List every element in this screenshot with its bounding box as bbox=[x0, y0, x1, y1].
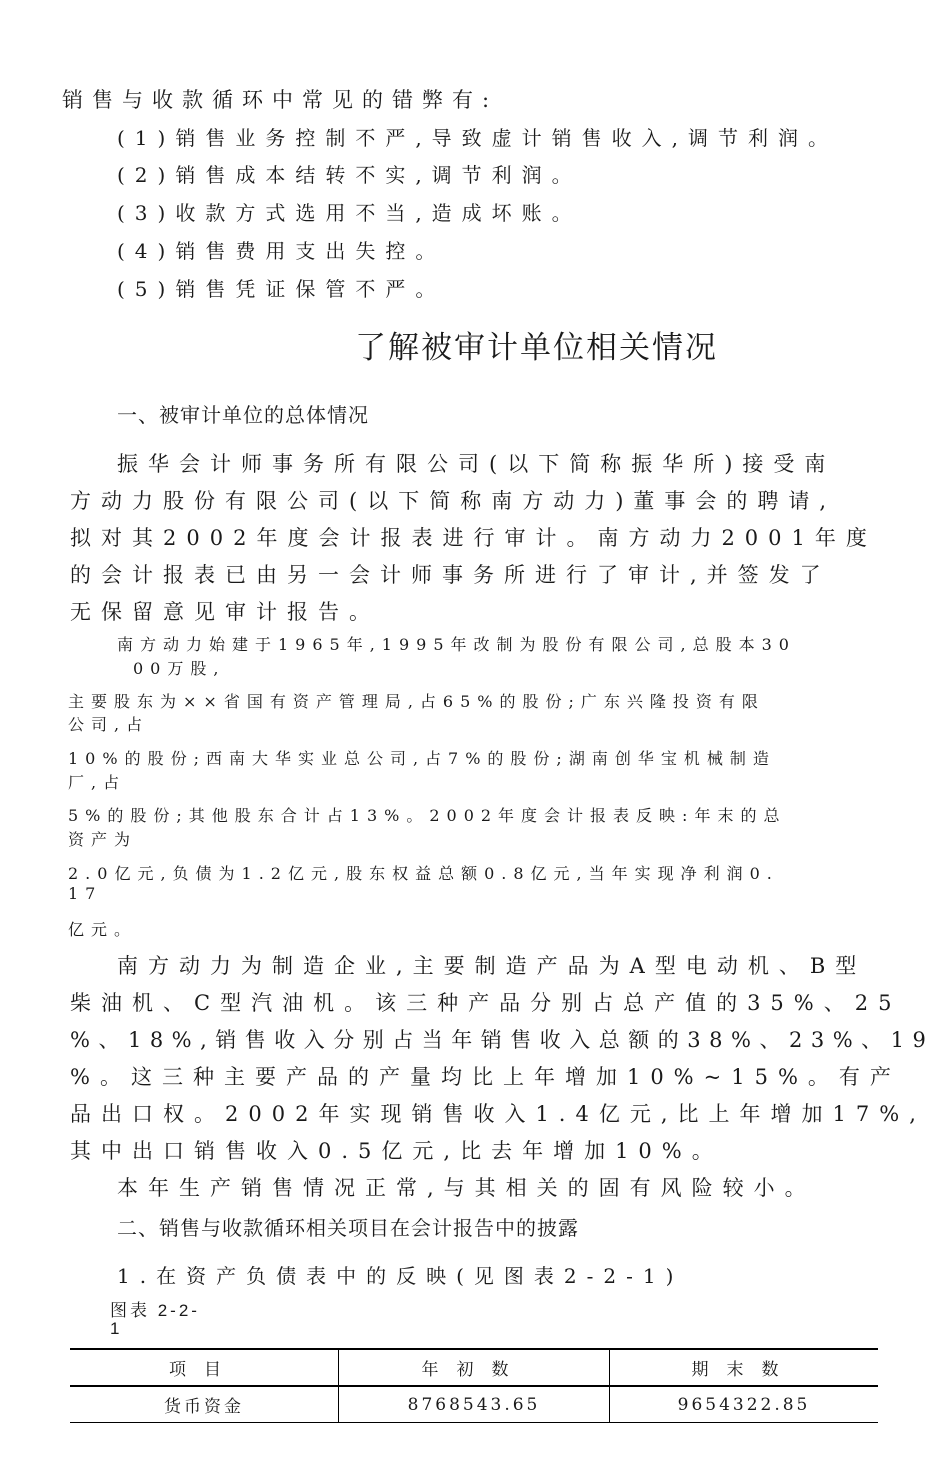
para-line: 资产为 bbox=[68, 830, 138, 849]
column-header-closing: 期末数 bbox=[610, 1349, 879, 1386]
table-cell-closing: 9654322.85 bbox=[610, 1386, 879, 1423]
section1-para4: 本年生产销售情况正常,与其相关的固有风险较小。 bbox=[117, 1176, 816, 1200]
errors-item: (1)销售业务控制不严,导致虚计销售收入,调节利润。 bbox=[117, 126, 839, 150]
table-cell-item: 货币资金 bbox=[164, 1397, 244, 1417]
para-line: 10%的股份;西南大华实业总公司,占7%的股份;湖南创华宝机械制造 bbox=[68, 749, 776, 768]
para-line: 17 bbox=[68, 884, 103, 903]
table-cell-opening: 8768543.65 bbox=[339, 1386, 610, 1423]
section2-subheading: 1.在资产负债表中的反映(见图表2-2-1) bbox=[117, 1264, 684, 1288]
para-line: %。这三种主要产品的产量均比上年增加10%~15%。有产 bbox=[70, 1065, 901, 1089]
para-line: 00万股, bbox=[133, 659, 226, 678]
para-line: 方动力股份有限公司(以下简称南方动力)董事会的聘请, bbox=[70, 489, 837, 513]
para-line: %、18%,销售收入分别占当年销售收入总额的38%、23%、19 bbox=[70, 1028, 935, 1052]
table-caption-number: 1 bbox=[110, 1319, 123, 1338]
table-row bbox=[70, 1386, 878, 1423]
table-caption: 图表 2-2- bbox=[110, 1301, 200, 1320]
para-line: 厂,占 bbox=[68, 773, 127, 792]
para-line: 品出口权。2002年实现销售收入1.4亿元,比上年增加17%, bbox=[70, 1102, 926, 1126]
column-header-item: 项目 bbox=[169, 1360, 239, 1380]
para-line: 无保留意见审计报告。 bbox=[70, 600, 380, 624]
para-line: 南方动力始建于1965年,1995年改制为股份有限公司,总股本30 bbox=[117, 635, 796, 654]
para-line: 柴油机、C型汽油机。该三种产品分别占总产值的35%、25 bbox=[70, 991, 902, 1015]
section2-heading: 二、销售与收款循环相关项目在会计报告中的披露 bbox=[117, 1216, 579, 1240]
para-line: 2.0亿元,负债为1.2亿元,股东权益总额0.8亿元,当年实现净利润0. bbox=[68, 864, 779, 883]
errors-heading: 销售与收款循环中常见的错弊有: bbox=[62, 88, 499, 112]
para-line: 主要股东为××省国有资产管理局,占65%的股份;广东兴隆投资有限 bbox=[68, 692, 765, 711]
table-header-row bbox=[70, 1349, 878, 1386]
column-header-opening: 年初数 bbox=[339, 1349, 610, 1386]
para-line: 亿元。 bbox=[68, 920, 138, 939]
errors-item: (2)销售成本结转不实,调节利润。 bbox=[117, 163, 582, 187]
para-line: 拟对其2002年度会计报表进行审计。南方动力2001年度 bbox=[70, 526, 877, 550]
balance-sheet-table bbox=[70, 1348, 878, 1423]
section1-heading: 一、被审计单位的总体情况 bbox=[117, 403, 369, 427]
page-title: 了解被审计单位相关情况 bbox=[355, 330, 718, 366]
para-line: 5%的股份;其他股东合计占13%。2002年度会计报表反映:年末的总 bbox=[68, 806, 787, 825]
errors-item: (4)销售费用支出失控。 bbox=[117, 239, 446, 263]
para-line: 南方动力为制造企业,主要制造产品为A型电动机、B型 bbox=[117, 954, 867, 978]
para-line: 振华会计师事务所有限公司(以下简称振华所)接受南 bbox=[117, 452, 836, 476]
para-line: 公司,占 bbox=[68, 715, 150, 734]
para-line: 的会计报表已由另一会计师事务所进行了审计,并签发了 bbox=[70, 563, 831, 587]
errors-item: (5)销售凭证保管不严。 bbox=[117, 277, 446, 301]
errors-item: (3)收款方式选用不当,造成坏账。 bbox=[117, 201, 582, 225]
para-line: 其中出口销售收入0.5亿元,比去年增加10%。 bbox=[70, 1139, 723, 1163]
